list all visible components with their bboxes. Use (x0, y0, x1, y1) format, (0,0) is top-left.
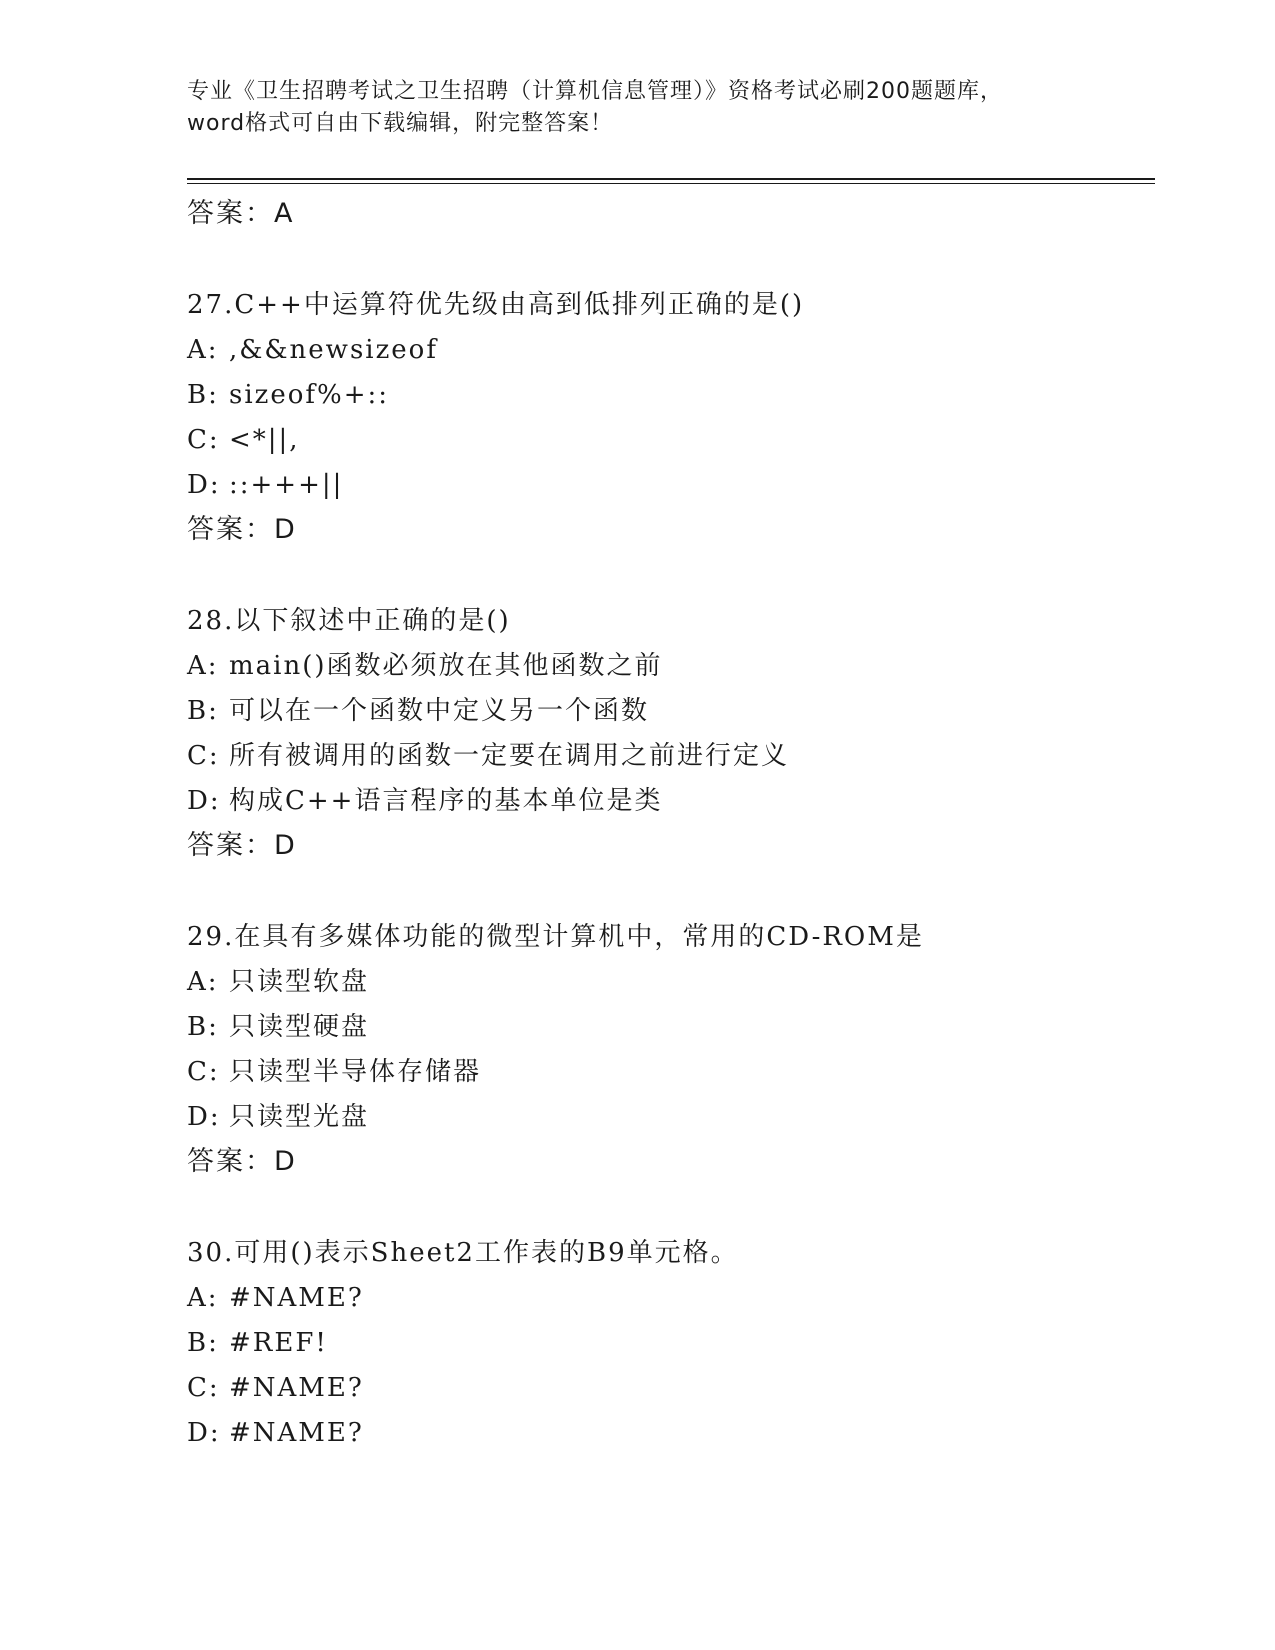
question-title: 27.C++中运算符优先级由高到低排列正确的是() (187, 290, 805, 320)
option-line (187, 644, 1147, 689)
option-text: <*||, (229, 425, 300, 455)
option-text: #NAME? (229, 1283, 364, 1313)
option-text: 只读型半导体存储器 (229, 1057, 482, 1087)
option-text: 只读型硬盘 (229, 1012, 370, 1042)
question-block (187, 283, 1147, 552)
option-letter: D: (187, 470, 221, 500)
header-line-1: 专业《卫生招聘考试之卫生招聘（计算机信息管理）》资格考试必刷200题题库， (187, 79, 1003, 104)
option-line (187, 1095, 1147, 1140)
option-letter: A: (187, 651, 219, 681)
option-text: #NAME? (229, 1373, 364, 1403)
answer-line: 答案：D (187, 830, 297, 861)
option-text: 可以在一个函数中定义另一个函数 (229, 696, 650, 726)
option-letter: B: (187, 380, 219, 410)
option-text: #REF! (229, 1328, 328, 1358)
option-line (187, 1366, 1147, 1411)
option-text: sizeof%+:: (229, 380, 390, 410)
document-body (187, 192, 1147, 1456)
question-title: 28.以下叙述中正确的是() (187, 606, 511, 636)
answer-line: 答案：D (187, 514, 297, 545)
question-block (187, 915, 1147, 1184)
option-letter: D: (187, 1102, 221, 1132)
option-line (187, 328, 1147, 373)
option-letter: C: (187, 741, 220, 771)
option-text: 只读型软盘 (229, 967, 370, 997)
option-text: ,&&newsizeof (229, 335, 438, 365)
question-block (187, 599, 1147, 868)
option-line (187, 734, 1147, 779)
option-letter: B: (187, 1012, 219, 1042)
header-divider-thin (187, 183, 1155, 184)
answer-line: 答案：A (187, 198, 295, 229)
option-line (187, 960, 1147, 1005)
option-text: #NAME? (229, 1418, 364, 1448)
option-letter: D: (187, 786, 221, 816)
answer-line: 答案：D (187, 1146, 297, 1177)
option-letter: A: (187, 335, 219, 365)
option-letter: A: (187, 967, 219, 997)
option-line (187, 1276, 1147, 1321)
option-text: 只读型光盘 (229, 1102, 370, 1132)
option-text: 所有被调用的函数一定要在调用之前进行定义 (229, 741, 790, 771)
header-line-2: word格式可自由下载编辑，附完整答案！ (187, 111, 614, 136)
option-line (187, 418, 1147, 463)
option-line (187, 779, 1147, 824)
option-line (187, 463, 1147, 508)
question-block (187, 1231, 1147, 1456)
document-header (187, 76, 1087, 140)
option-text: ::+++|| (229, 470, 344, 500)
option-line (187, 373, 1147, 418)
option-letter: A: (187, 1283, 219, 1313)
header-divider-thick (187, 178, 1155, 180)
option-letter: D: (187, 1418, 221, 1448)
option-line (187, 689, 1147, 734)
option-line (187, 1411, 1147, 1456)
question-title: 29.在具有多媒体功能的微型计算机中，常用的CD-ROM是 (187, 922, 924, 952)
option-text: main()函数必须放在其他函数之前 (229, 651, 663, 681)
option-text: 构成C++语言程序的基本单位是类 (229, 786, 663, 816)
option-line (187, 1050, 1147, 1095)
option-letter: C: (187, 1373, 220, 1403)
option-line (187, 1321, 1147, 1366)
option-letter: B: (187, 696, 219, 726)
question-title: 30.可用()表示Sheet2工作表的B9单元格。 (187, 1238, 739, 1268)
option-letter: C: (187, 1057, 220, 1087)
option-letter: B: (187, 1328, 219, 1358)
option-letter: C: (187, 425, 220, 455)
option-line (187, 1005, 1147, 1050)
